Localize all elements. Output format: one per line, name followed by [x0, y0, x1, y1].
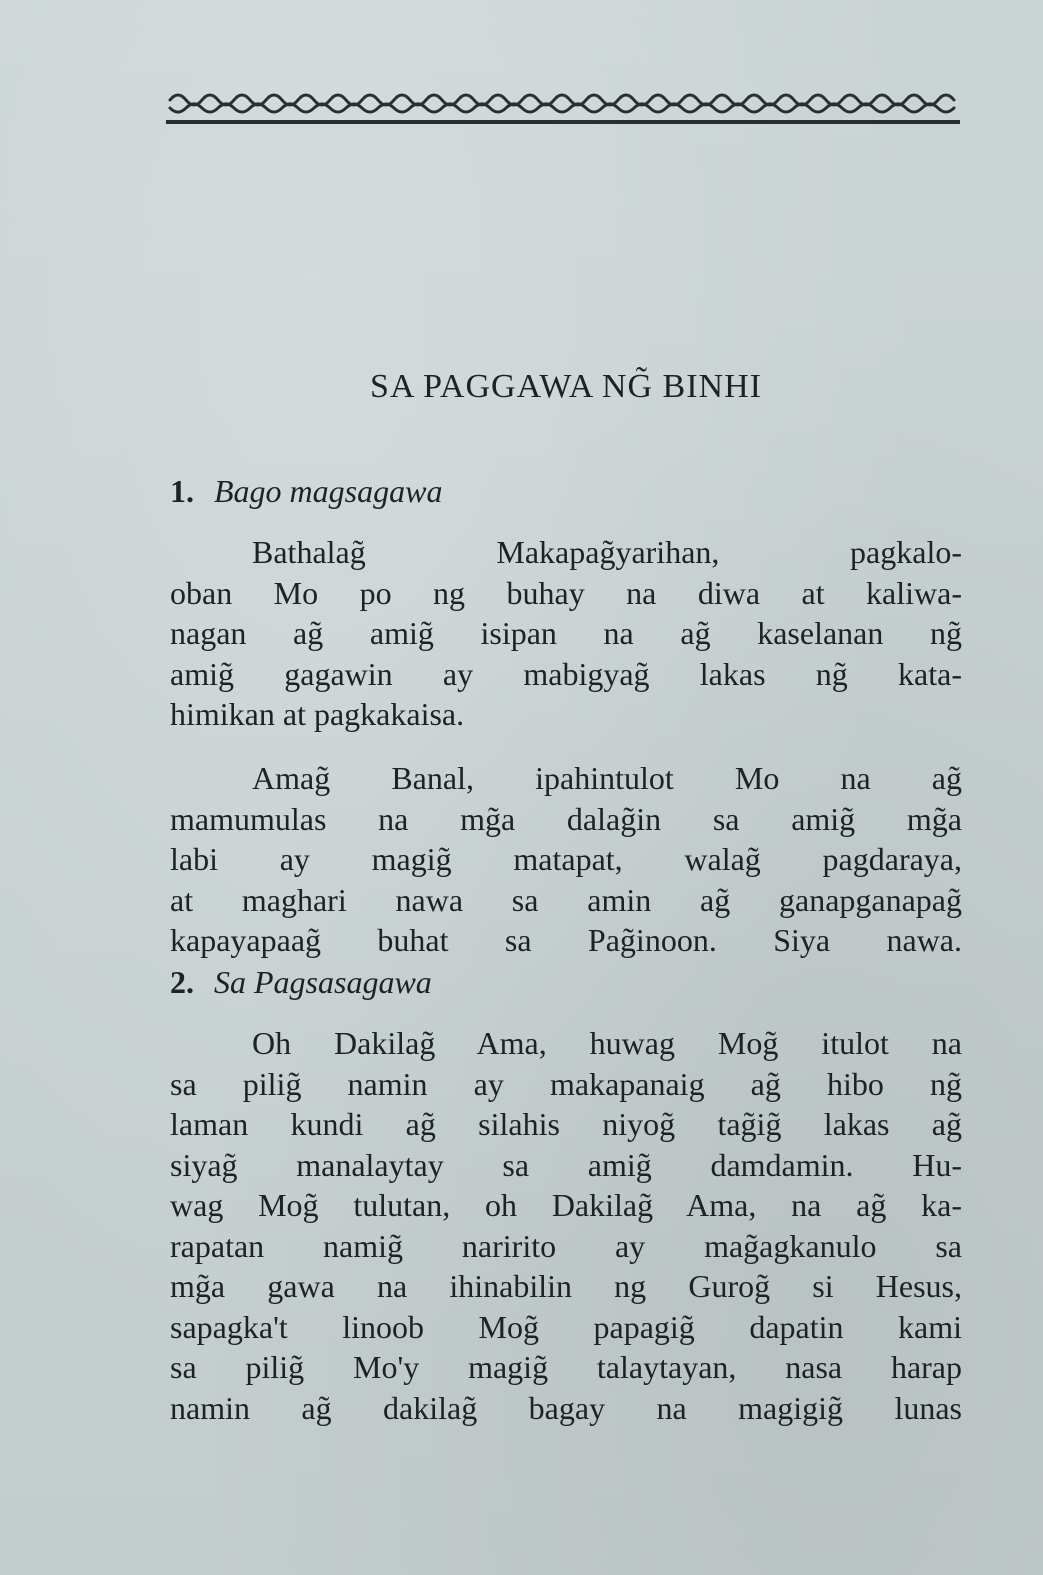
text-line: Amag̃ Banal, ipahintulot Mo na ag̃: [252, 760, 962, 796]
text-line: amig̃ gagawin ay mabigyag̃ lakas ng̃ kata-: [170, 655, 962, 692]
paragraph-3: [170, 1023, 962, 1428]
text-line: nagan ag̃ amig̃ isipan na ag̃ kaselanan ng̃: [170, 615, 962, 651]
ornamental-border: [166, 78, 960, 130]
section-1-title: [170, 473, 442, 510]
text-line: sa pilig̃ namin ay makapanaig ag̃ hibo ng̃: [170, 1065, 962, 1102]
section-title-text: Sa Pagsasagawa: [214, 964, 432, 1000]
section-number: 1.: [170, 473, 194, 509]
text-line: siyag̃ manalaytay sa amig̃ damdamin. Hu-: [170, 1146, 962, 1183]
text-line: sapagka't linoob Mog̃ papagig̃ dapatin kami: [170, 1308, 962, 1345]
text-line: Oh Dakilag̃ Ama, huwag Mog̃ itulot na: [252, 1025, 962, 1061]
page-heading: SA PAGGAWA NG̃ BINHI: [370, 368, 762, 405]
text-line: namin ag̃ dakilag̃ bagay na magigig̃ lunas: [170, 1389, 962, 1426]
text-line: mg̃a gawa na ihinabilin ng Gurog̃ si Hesus,: [170, 1268, 962, 1304]
text-line: laman kundi ag̃ silahis niyog̃ tag̃ig̃ lakas ag̃: [170, 1106, 962, 1142]
section-number: 2.: [170, 964, 194, 1000]
text-line: mamumulas na mg̃a dalag̃in sa amig̃ mg̃a: [170, 800, 962, 837]
text-line: himikan at pagkakaisa.: [170, 696, 465, 732]
text-line: Bathalag̃ Makapag̃yarihan, pagkalo-: [252, 534, 962, 570]
text-line: labi ay magig̃ matapat, walag̃ pagdaraya,: [170, 841, 962, 877]
text-line: at maghari nawa sa amin ag̃ ganapganapag̃: [170, 881, 962, 918]
text-line: kapayapaag̃ buhat sa Pag̃inoon. Siya nawa.: [170, 922, 962, 958]
section-2-title: [170, 964, 432, 1001]
section-title-text: Bago magsagawa: [214, 473, 443, 509]
paragraph-1: [170, 532, 962, 735]
paragraph-2: [170, 758, 962, 961]
text-line: oban Mo po ng buhay na diwa at kaliwa-: [170, 574, 962, 611]
text-line: sa pilig̃ Mo'y magig̃ talaytayan, nasa harap: [170, 1349, 962, 1385]
text-line: rapatan namig̃ naririto ay mag̃agkanulo sa: [170, 1227, 962, 1264]
text-line: wag Mog̃ tulutan, oh Dakilag̃ Ama, na ag̃ ka-: [170, 1187, 962, 1223]
